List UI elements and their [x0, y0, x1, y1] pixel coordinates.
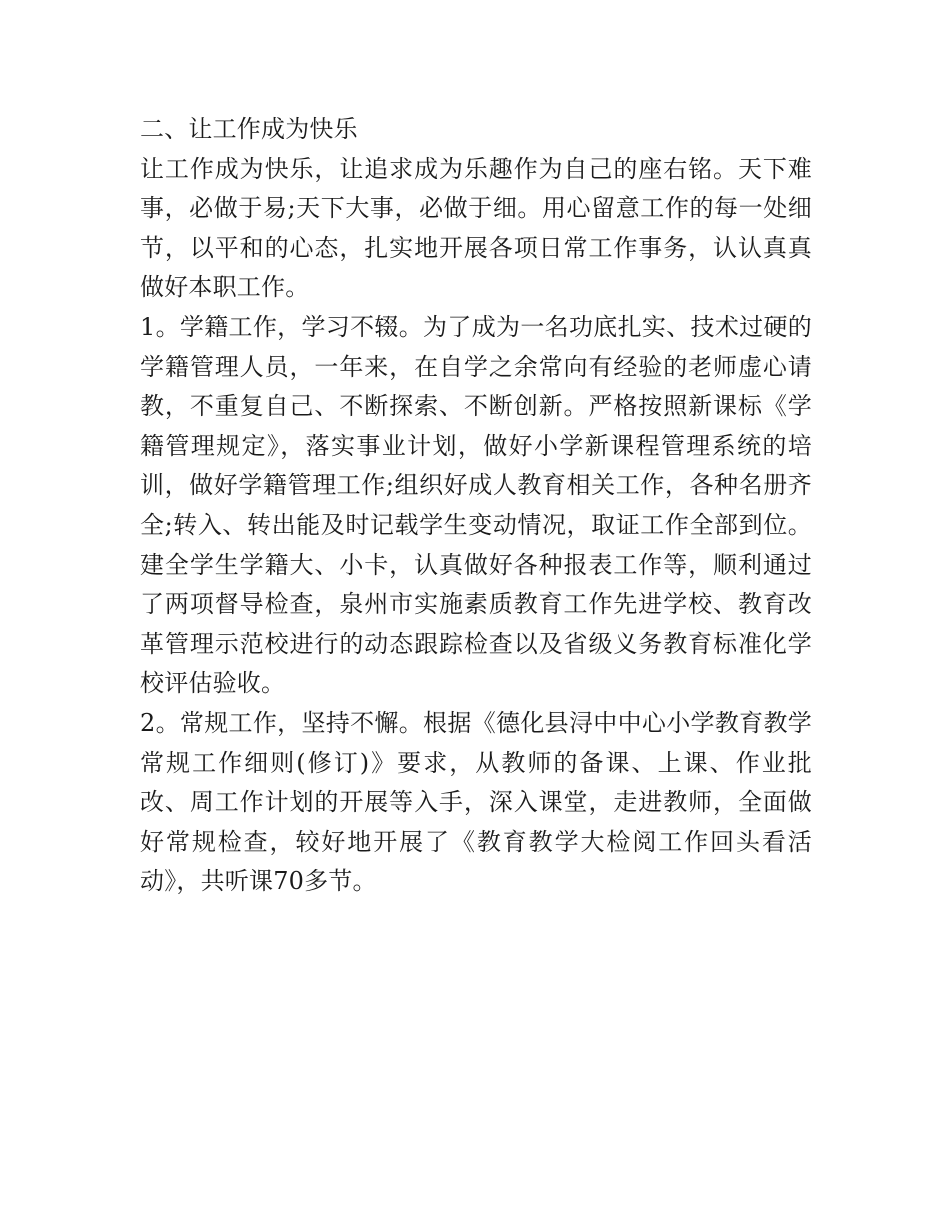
section-heading: 二、让工作成为快乐 [140, 115, 358, 143]
paragraph-intro: 让工作成为快乐，让追求成为乐趣作为自己的座右铭。天下难事，必做于易;天下大事，必做于细。用心留意工作的每一处细节，以平和的心态，扎实地开展各项日常工作事务，认认真真做好本职工作。 [140, 154, 812, 302]
paragraph-routine-work: 2。常规工作，坚持不懈。根据《德化县浔中中心小学教育教学常规工作细则(修订)》要求，从教师的备课、上课、作业批改、周工作计划的开展等入手，深入课堂，走进教师，全面做好常规检查，较好地开展了《教育教学大检阅工作回头看活动》，共听课70多节。 [140, 708, 812, 896]
paragraph-student-records: 1。学籍工作，学习不辍。为了成为一名功底扎实、技术过硬的学籍管理人员，一年来，在自学之余常向有经验的老师虚心请教，不重复自己、不断探索、不断创新。严格按照新课标《学籍管理规定》，落实事业计划，做好小学新课程管理系统的培训，做好学籍管理工作;组织好成人教育相关工作，各种名册齐全;转入、转出能及时记载学生变动情况，取证工作全部到位。建全学生学籍大、小卡，认真做好各种报表工作等，顺利通过了两项督导检查，泉州市实施素质教育工作先进学校、教育改革管理示范校进行的动态跟踪检查以及省级义务教育标准化学校评估验收。 [140, 312, 812, 698]
document-body [140, 110, 812, 902]
